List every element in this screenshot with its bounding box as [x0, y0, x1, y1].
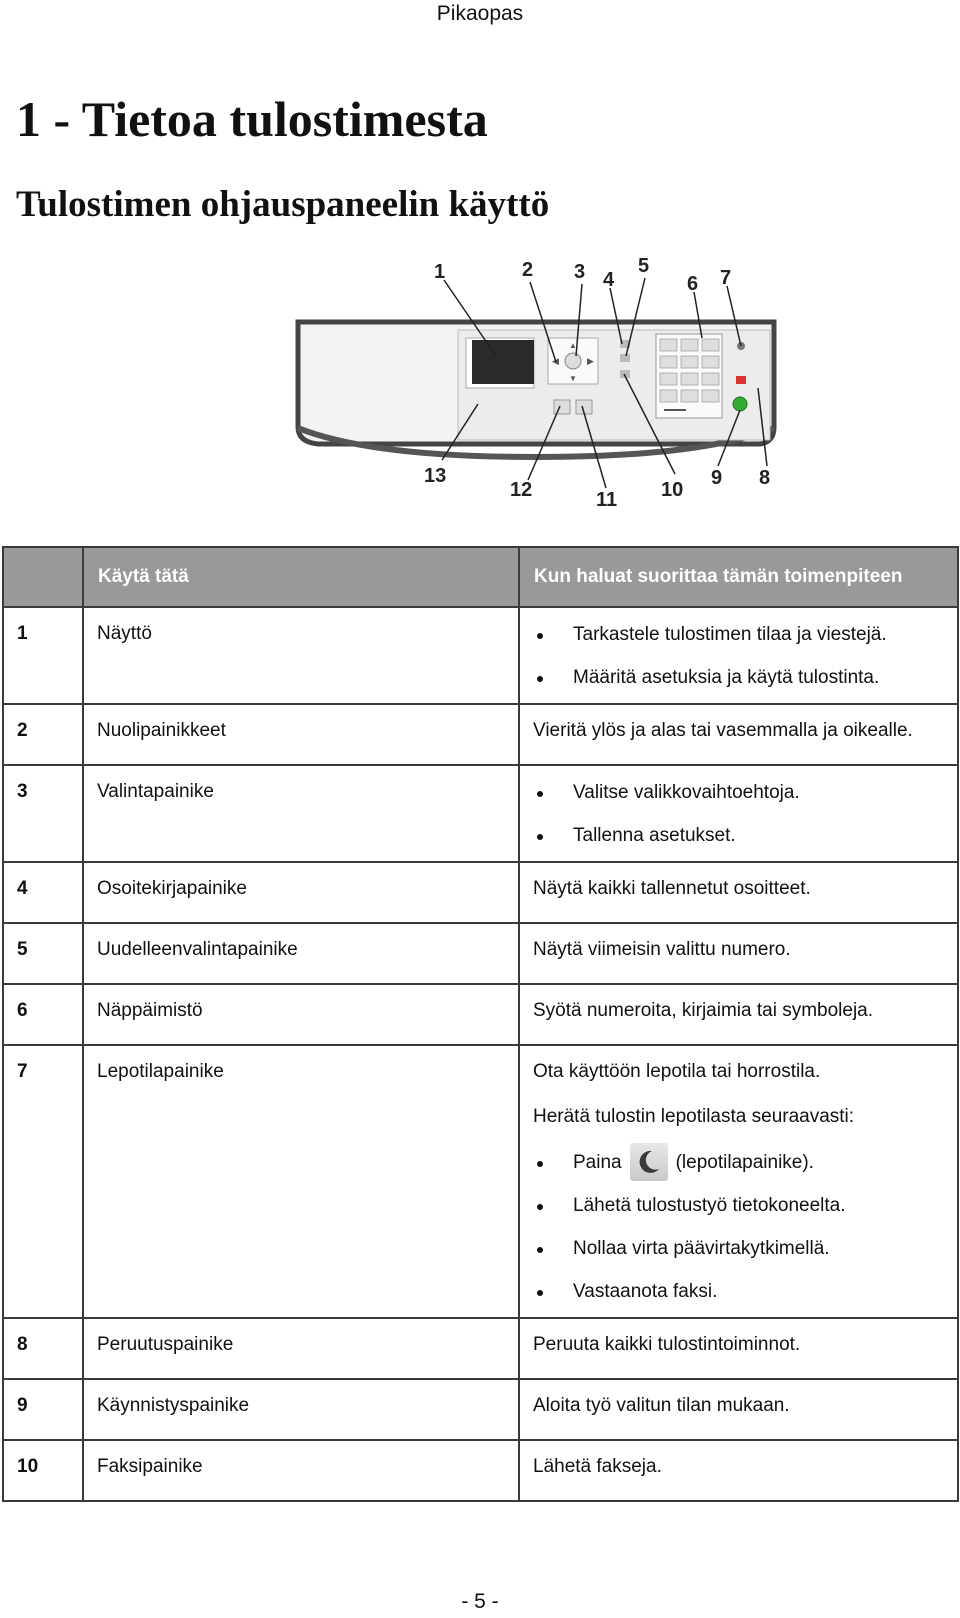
- row-number: 8: [3, 1318, 83, 1379]
- row-description: Peruuta kaikki tulostintoiminnot.: [519, 1318, 958, 1379]
- svg-text:◀: ◀: [552, 356, 559, 366]
- control-panel-figure: [290, 252, 800, 532]
- row-name: Peruutuspainike: [83, 1318, 519, 1379]
- callout-4: 4: [603, 269, 615, 291]
- callout-2: 2: [522, 259, 534, 281]
- row-description: Aloita työ valitun tilan mukaan.: [519, 1379, 958, 1440]
- table-header-row: [3, 547, 958, 607]
- table-row: [3, 862, 958, 923]
- list-item: Tallenna asetukset.: [533, 824, 957, 847]
- section-title: Tulostimen ohjauspaneelin käyttö: [16, 184, 550, 225]
- row-name: Uudelleenvalintapainike: [83, 923, 519, 984]
- table-row: [3, 1440, 958, 1501]
- press-label: Paina: [573, 1152, 622, 1173]
- row-description: [519, 607, 958, 704]
- list-item: Valitse valikkovaihtoehtoja.: [533, 781, 957, 804]
- reference-table: [2, 546, 959, 1502]
- page-title: 1 - Tietoa tulostimesta: [16, 91, 488, 147]
- row-number: 7: [3, 1045, 83, 1318]
- list-item: Nollaa virta päävirtakytkimellä.: [533, 1237, 957, 1260]
- row-description: Näytä viimeisin valittu numero.: [519, 923, 958, 984]
- callout-5: 5: [638, 255, 650, 277]
- row-description: Lähetä fakseja.: [519, 1440, 958, 1501]
- row-description: Vieritä ylös ja alas tai vasemmalla ja oikealle.: [519, 704, 958, 765]
- header-action: Kun haluat suorittaa tämän toimenpiteen: [519, 547, 958, 607]
- table-row: [3, 765, 958, 862]
- header-use-this: Käytä tätä: [83, 547, 519, 607]
- callout-8: 8: [759, 467, 771, 489]
- row-description: [519, 1045, 958, 1318]
- row-description: [519, 765, 958, 862]
- row-number: 9: [3, 1379, 83, 1440]
- row-number: 3: [3, 765, 83, 862]
- callout-7: 7: [720, 267, 732, 289]
- row-number: 6: [3, 984, 83, 1045]
- callout-9: 9: [711, 467, 723, 489]
- table-row: [3, 984, 958, 1045]
- row-name: Nuolipainikkeet: [83, 704, 519, 765]
- page-header: Pikaopas: [436, 2, 524, 25]
- row-name: Käynnistyspainike: [83, 1379, 519, 1440]
- row-text-2: Herätä tulostin lepotilasta seuraavasti:: [533, 1106, 855, 1127]
- callout-12: 12: [510, 479, 533, 501]
- row-number: 1: [3, 607, 83, 704]
- table-row: [3, 704, 958, 765]
- row-description: Syötä numeroita, kirjaimia tai symboleja.: [519, 984, 958, 1045]
- table-row: [3, 1045, 958, 1318]
- row-number: 2: [3, 704, 83, 765]
- row-text: Ota käyttöön lepotila tai horrostila.: [533, 1061, 821, 1082]
- callout-13: 13: [424, 465, 447, 487]
- table-row: [3, 607, 958, 704]
- callout-10: 10: [661, 479, 684, 501]
- press-suffix: (lepotilapainike).: [675, 1152, 814, 1173]
- row-number: 10: [3, 1440, 83, 1501]
- moon-icon: [630, 1143, 668, 1181]
- svg-text:▼: ▼: [569, 374, 577, 383]
- row-number: 5: [3, 923, 83, 984]
- list-item: [533, 1151, 957, 1174]
- row-name: Valintapainike: [83, 765, 519, 862]
- row-name: Näppäimistö: [83, 984, 519, 1045]
- table-row: [3, 923, 958, 984]
- callout-1: 1: [434, 261, 446, 283]
- list-item: Vastaanota faksi.: [533, 1280, 957, 1303]
- row-name: Osoitekirjapainike: [83, 862, 519, 923]
- callout-3: 3: [574, 261, 586, 283]
- header-number: [3, 547, 83, 607]
- svg-text:▶: ▶: [587, 356, 594, 366]
- row-description: Näytä kaikki tallennetut osoitteet.: [519, 862, 958, 923]
- list-item: Lähetä tulostustyö tietokoneelta.: [533, 1194, 957, 1217]
- row-name: Lepotilapainike: [83, 1045, 519, 1318]
- table-row: [3, 1379, 958, 1440]
- page-number: - 5 -: [461, 1590, 499, 1613]
- list-item: Tarkastele tulostimen tilaa ja viestejä.: [533, 623, 957, 646]
- callout-6: 6: [687, 273, 699, 295]
- table-row: [3, 1318, 958, 1379]
- row-name: Näyttö: [83, 607, 519, 704]
- row-number: 4: [3, 862, 83, 923]
- callout-11: 11: [596, 489, 618, 511]
- svg-text:▲: ▲: [569, 341, 577, 350]
- row-name: Faksipainike: [83, 1440, 519, 1501]
- list-item: Määritä asetuksia ja käytä tulostinta.: [533, 666, 957, 689]
